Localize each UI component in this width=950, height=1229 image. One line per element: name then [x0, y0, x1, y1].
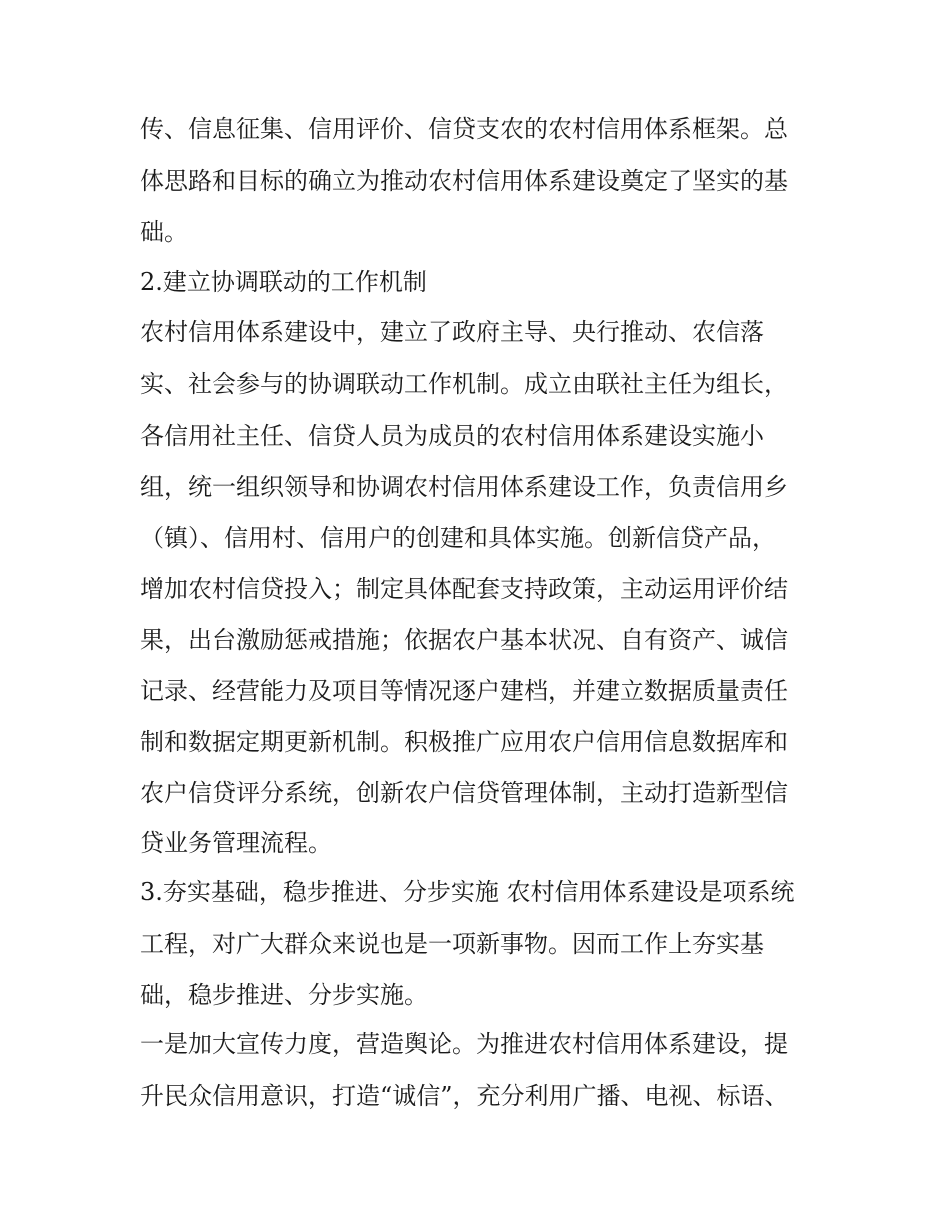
text-line: 组，统一组织领导和协调农村信用体系建设工作，负责信用乡 — [140, 473, 788, 501]
text-line: 各信用社主任、信贷人员为成员的农村信用体系建设实施小 — [140, 422, 764, 450]
section-heading: 2.建立协调联动的工作机制 — [140, 268, 427, 296]
text-line: 础，稳步推进、分步实施。 — [140, 981, 428, 1009]
text-line: 一是加大宣传力度，营造舆论。为推进农村信用体系建设，提 — [140, 1030, 788, 1058]
text-line: 升民众信用意识，打造“诚信”，充分利用广播、电视、标语、 — [140, 1082, 789, 1110]
text-line: 实、社会参与的协调联动工作机制。成立由联社主任为组长， — [140, 370, 788, 398]
text-line: 传、信息征集、信用评价、信贷支农的农村信用体系框架。总 — [140, 115, 788, 143]
section-heading: 3.夯实基础，稳步推进、分步实施 农村信用体系建设是项系统 — [140, 878, 795, 906]
text-line: 农户信贷评分系统，创新农户信贷管理体制，主动打造新型信 — [140, 779, 788, 807]
text-line: 贷业务管理流程。 — [140, 829, 332, 857]
text-line: （镇）、信用村、信用户的创建和具体实施。创新信贷产品， — [140, 524, 776, 552]
text-line: 增加农村信贷投入；制定具体配套支持政策，主动运用评价结 — [140, 575, 788, 603]
text-line: 体思路和目标的确立为推动农村信用体系建设奠定了坚实的基 — [140, 167, 788, 195]
text-line: 记录、经营能力及项目等情况逐户建档，并建立数据质量责任 — [140, 677, 788, 705]
text-line: 果，出台激励惩戒措施；依据农户基本状况、自有资产、诚信 — [140, 626, 788, 654]
text-line: 础。 — [140, 218, 188, 246]
text-line: 制和数据定期更新机制。积极推广应用农户信用信息数据库和 — [140, 728, 788, 756]
text-line: 工程，对广大群众来说也是一项新事物。因而工作上夯实基 — [140, 930, 764, 958]
text-line: 农村信用体系建设中，建立了政府主导、央行推动、农信落 — [140, 318, 764, 346]
